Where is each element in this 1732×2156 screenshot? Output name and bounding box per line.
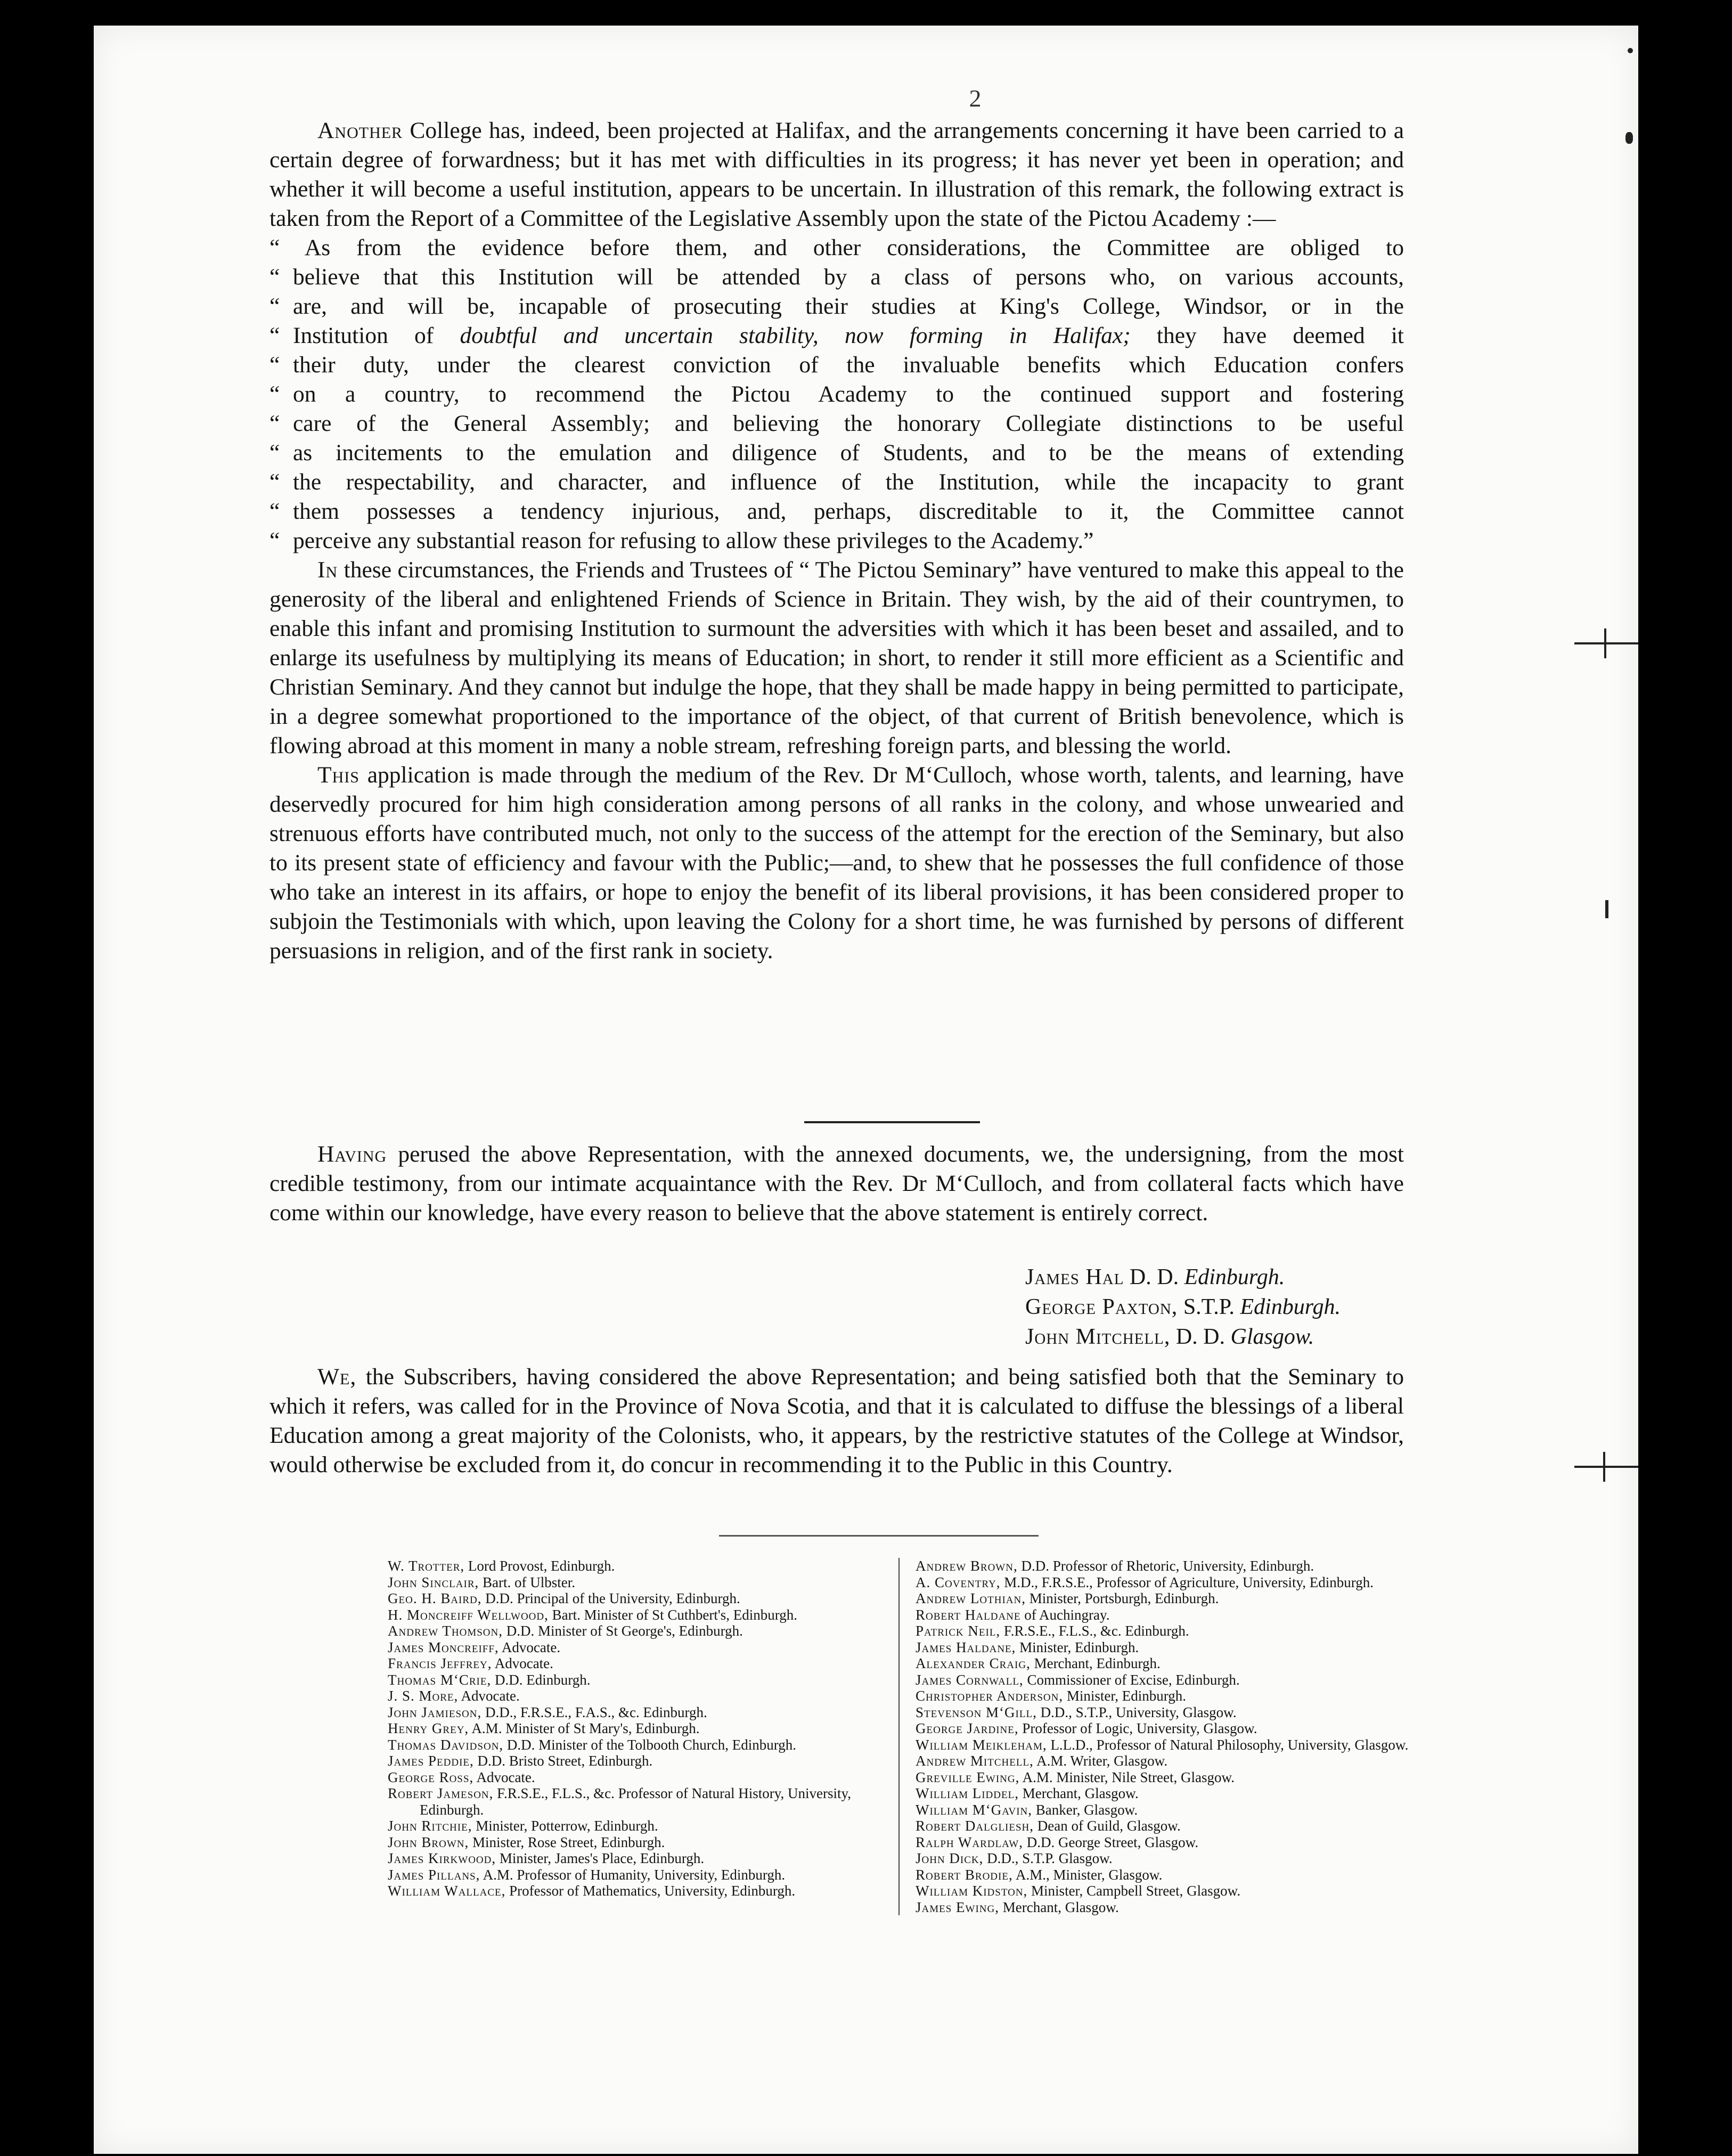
edge-mark: [1603, 1452, 1605, 1482]
subscriber-description: Minister, Campbell Street, Glasgow.: [1027, 1883, 1241, 1899]
subscriber-entry: [916, 1850, 1416, 1867]
subscriber-entry: [916, 1737, 1416, 1753]
subscriber-entry: [388, 1737, 888, 1753]
subscriber-name: Geo. H. Baird,: [388, 1590, 482, 1606]
subscriber-name: James Pillans,: [388, 1866, 480, 1883]
subscription-paragraph: [269, 1362, 1404, 1480]
subscriber-entry: [388, 1785, 888, 1818]
quote-line: “ believe that this Institution will be attended by a class of persons who, on various accounts,: [269, 263, 1404, 292]
subscriber-name: George Ross,: [388, 1769, 474, 1785]
subscriber-description: Advocate.: [499, 1639, 561, 1655]
subscriber-entry: [916, 1818, 1416, 1834]
subscriber-description: Merchant, Edinburgh.: [1030, 1655, 1161, 1671]
subscriber-entry: [916, 1655, 1416, 1672]
subscriber-description: L.L.D., Professor of Natural Philosophy, University, Glasgow.: [1047, 1736, 1409, 1753]
subscriber-description: Commissioner of Excise, Edinburgh.: [1023, 1671, 1240, 1688]
subscriber-description: Advocate.: [473, 1769, 535, 1785]
subscriber-description: Minister, Potterrow, Edinburgh.: [472, 1818, 658, 1834]
subscriber-name: Greville Ewing,: [916, 1769, 1020, 1785]
subscriber-entry: [916, 1607, 1416, 1623]
subscriber-entry: [388, 1558, 888, 1574]
subscriber-entry: [916, 1883, 1416, 1899]
subscriber-name: James Haldane,: [916, 1639, 1016, 1655]
subscriber-description: D.D. Edinburgh.: [491, 1671, 591, 1688]
subscriber-entry: [388, 1850, 888, 1867]
subscriber-description: A.M., Minister, Glasgow.: [1012, 1866, 1163, 1883]
subscriber-description: Minister, James's Place, Edinburgh.: [496, 1850, 705, 1866]
quote-line: “ their duty, under the clearest conviction of the invaluable benefits which Education confers: [269, 350, 1404, 380]
subscriber-description: A.M. Minister, Nile Street, Glasgow.: [1019, 1769, 1235, 1785]
subscriber-name: James Kirkwood,: [388, 1850, 496, 1866]
subscriber-description: Professor of Logic, University, Glasgow.: [1018, 1720, 1257, 1736]
signatory: [1025, 1292, 1451, 1322]
subscription-text: [269, 1362, 1404, 1480]
subscriber-description: Merchant, Glasgow.: [1018, 1785, 1139, 1801]
subscriber-entry: [916, 1899, 1416, 1916]
edge-mark: [1574, 642, 1638, 644]
subscriber-entry: [388, 1704, 888, 1721]
subscriber-name: Thomas M‘Crie,: [388, 1671, 492, 1688]
lead-word: We,: [317, 1364, 357, 1390]
subscriber-description: of Auchingray.: [1020, 1606, 1110, 1623]
subscriber-name: Patrick Neil,: [916, 1623, 1001, 1639]
quote-line-start: Institution of: [293, 323, 434, 348]
signatory-place: Glasgow.: [1230, 1325, 1314, 1349]
signatory-name: John Mitchell,: [1025, 1325, 1171, 1349]
subscriber-description: Bart. of Ulbster.: [479, 1574, 575, 1590]
subscriber-description: Minister, Edinburgh.: [1016, 1639, 1139, 1655]
subscriber-name: William Meikleham,: [916, 1736, 1047, 1753]
endorsement-paragraph: [269, 1140, 1404, 1228]
edge-mark: [1605, 900, 1608, 918]
subscriber-name: Francis Jeffrey,: [388, 1655, 492, 1671]
subscriber-name: William Kidston,: [916, 1883, 1028, 1899]
subscriber-entry: [388, 1623, 888, 1639]
subscriber-entry: [916, 1753, 1416, 1769]
subscriber-name: Alexander Craig,: [916, 1655, 1031, 1671]
subscriber-description: D.D. George Street, Glasgow.: [1023, 1834, 1199, 1850]
subscriber-name: Andrew Lothian,: [916, 1590, 1026, 1606]
signatory: [1025, 1322, 1451, 1352]
signatories: [1025, 1262, 1451, 1352]
committee-quote: [269, 233, 1404, 556]
subscriber-description: A.M. Minister of St Mary's, Edinburgh.: [469, 1720, 700, 1736]
quote-line: “ the respectability, and character, and influence of the Institution, while the incapacity to grant: [269, 468, 1404, 497]
subscriber-description: D.D. Professor of Rhetoric, University, Edinburgh.: [1017, 1558, 1314, 1574]
subscriber-name: Robert Haldane: [916, 1606, 1021, 1623]
edge-mark: [1625, 132, 1633, 144]
subscriber-description: Advocate.: [458, 1688, 520, 1704]
subscriber-entry: [916, 1785, 1416, 1802]
signatory-title: D. D.: [1175, 1325, 1225, 1349]
lead-word: In: [317, 557, 338, 583]
subscriber-name: Henry Grey,: [388, 1720, 469, 1736]
signatory: [1025, 1262, 1451, 1292]
subscriber-name: Thomas Davidson,: [388, 1736, 504, 1753]
signatory-title: S.T.P.: [1183, 1295, 1235, 1319]
edge-mark: [1604, 628, 1606, 658]
subscriber-name: John Dick,: [916, 1850, 984, 1866]
subscriber-description: A.M. Professor of Humanity, University, Edinburgh.: [480, 1866, 786, 1883]
subscriber-name: A. Coventry,: [916, 1574, 1001, 1590]
subscriber-description: D.D. Minister of St George's, Edinburgh.: [503, 1623, 743, 1639]
subscriber-name: William M‘Gavin,: [916, 1801, 1033, 1818]
section-divider: [804, 1121, 980, 1123]
subscriber-description: Minister, Portsburgh, Edinburgh.: [1025, 1590, 1219, 1606]
subscriber-name: John Brown,: [388, 1834, 469, 1850]
paragraph-application: [269, 761, 1404, 966]
paragraph-text: College has, indeed, been projected at Halifax, and the arrangements concerning it have been carried to a certain degree of forwardness; but it has met with difficulties in its progress; it has never yet been in operation; and whether it will become a useful institution, appears to be uncertain. In illustration of this remark, the following extract is taken from the Report of a Committee of the Legislative Assembly upon the state of the Pictou Academy :—: [269, 118, 1404, 231]
subscriber-entry: [388, 1672, 888, 1688]
lead-word: Having: [317, 1141, 387, 1167]
subscriber-description: F.R.S.E., F.L.S., &c. Professor of Natural History, University, Edinburgh.: [420, 1785, 852, 1818]
subscriber-entry: [916, 1558, 1416, 1574]
subscriber-column-left: [388, 1558, 900, 1915]
signatory-title: D. D.: [1129, 1265, 1179, 1289]
body-text: [269, 116, 1404, 966]
signatory-place: Edinburgh.: [1184, 1265, 1285, 1289]
subscriber-description: D.D. Principal of the University, Edinburgh.: [481, 1590, 740, 1606]
page-number: 2: [969, 85, 982, 112]
subscriber-description: Advocate.: [492, 1655, 553, 1671]
subscriber-entry: [916, 1688, 1416, 1704]
subscriber-name: Andrew Thomson,: [388, 1623, 503, 1639]
subscriber-entry: [388, 1867, 888, 1883]
subscriber-name: James Peddie,: [388, 1753, 474, 1769]
edge-mark: [1574, 1466, 1638, 1468]
quote-line: “ are, and will be, incapable of prosecuting their studies at King's College, Windsor, or in the: [269, 292, 1404, 321]
subscriber-entry: [388, 1688, 888, 1704]
subscriber-entry: [916, 1834, 1416, 1851]
subscriber-entry: [916, 1574, 1416, 1591]
subscriber-description: A.M. Writer, Glasgow.: [1033, 1753, 1168, 1769]
subscriber-name: Andrew Mitchell,: [916, 1753, 1034, 1769]
subscriber-description: Dean of Guild, Glasgow.: [1034, 1818, 1181, 1834]
subscriber-list: [388, 1558, 1416, 1915]
subscriber-description: F.R.S.E., F.L.S., &c. Edinburgh.: [1000, 1623, 1189, 1639]
subscriber-entry: [388, 1607, 888, 1623]
subscriber-description: D.D., F.R.S.E., F.A.S., &c. Edinburgh.: [481, 1704, 707, 1720]
subscriber-description: Minister, Edinburgh.: [1063, 1688, 1187, 1704]
signatory-name: James Hal: [1025, 1265, 1124, 1289]
subscriber-entry: [916, 1867, 1416, 1883]
subscriber-entry: [916, 1704, 1416, 1721]
subscriber-description: D.D. Minister of the Tolbooth Church, Edinburgh.: [503, 1736, 796, 1753]
subscriber-column-right: [900, 1558, 1416, 1915]
paragraph-text: these circumstances, the Friends and Trustees of “ The Pictou Seminary” have ventured to make this appeal to the generosity of the liberal and enlightened Friends of Science in Britain. They wish, by the aid of their countrymen, to enable this infant and promising Institution to surmount the adversities with which it has been beset and assailed, and to enlarge its usefulness by multiplying its means of Education; in short, to render it still more efficient as a Scientific and Christian Seminary. And they cannot but indulge the hope, that they shall be made happy in being permitted to participate, in a degree somewhat proportioned to the importance of the object, of that current of British benevolence, which is flowing abroad at this moment in many a noble stream, refreshing foreign parts, and blessing the world.: [269, 557, 1404, 758]
paragraph-college-halifax: [269, 116, 1404, 233]
subscriber-entry: [388, 1639, 888, 1656]
subscriber-name: James Ewing,: [916, 1899, 999, 1915]
quote-line: “ care of the General Assembly; and believing the honorary Collegiate distinctions to be useful: [269, 409, 1404, 438]
subscriber-entry: [388, 1883, 888, 1899]
quote-line-end: they have deemed it: [1130, 323, 1404, 348]
quote-italic-phrase: doubtful and uncertain stability, now forming in Halifax;: [460, 323, 1131, 348]
subscriber-entry: [388, 1655, 888, 1672]
signatory-place: Edinburgh.: [1240, 1295, 1341, 1319]
subscriber-description: Minister, Rose Street, Edinburgh.: [469, 1834, 665, 1850]
subscriber-name: John Ritchie,: [388, 1818, 472, 1834]
paragraph-text: perused the above Representation, with the annexed documents, we, the undersigning, from the most credible testimony, from our intimate acquaintance with the Rev. Dr M‘Culloch, and from collateral facts which have come within our knowledge, have every reason to believe that the above statement is entirely correct.: [269, 1141, 1404, 1226]
signatory-name: George Paxton,: [1025, 1295, 1178, 1319]
subscriber-entry: [916, 1672, 1416, 1688]
subscriber-entry: [388, 1769, 888, 1786]
subscriber-name: W. Trotter,: [388, 1558, 465, 1574]
subscriber-name: James Cornwall,: [916, 1671, 1024, 1688]
subscriber-name: Ralph Wardlaw,: [916, 1834, 1023, 1850]
subscriber-entry: [916, 1720, 1416, 1737]
subscriber-name: J. S. More,: [388, 1688, 459, 1704]
lead-word: Another: [317, 118, 403, 143]
subscriber-name: John Sinclair,: [388, 1574, 479, 1590]
subscriber-name: William Liddel,: [916, 1785, 1019, 1801]
subscriber-name: Robert Jameson,: [388, 1785, 494, 1801]
subscriber-description: D.D., S.T.P., University, Glasgow.: [1036, 1704, 1237, 1720]
subscriber-name: William Wallace,: [388, 1883, 506, 1899]
subscriber-description: D.D. Bristo Street, Edinburgh.: [473, 1753, 653, 1769]
subscriber-name: H. Moncreiff Wellwood,: [388, 1606, 549, 1623]
subscriber-description: Merchant, Glasgow.: [999, 1899, 1119, 1915]
subscriber-entry: [916, 1590, 1416, 1607]
subscriber-entry: [388, 1574, 888, 1591]
subscriber-entry: [388, 1818, 888, 1834]
subscriber-name: Christopher Anderson,: [916, 1688, 1064, 1704]
subscriber-entry: [388, 1720, 888, 1737]
subscriber-entry: [388, 1753, 888, 1769]
subscriber-description: D.D., S.T.P. Glasgow.: [983, 1850, 1113, 1866]
quote-line: “ As from the evidence before them, and other considerations, the Committee are obliged to: [269, 235, 1404, 260]
subscriber-description: Professor of Mathematics, University, Edinburgh.: [505, 1883, 796, 1899]
quote-line: “ them possesses a tendency injurious, and, perhaps, discreditable to it, the Committee cannot: [269, 497, 1404, 526]
subscriber-name: Robert Dalgliesh,: [916, 1818, 1034, 1834]
endorsement-text: [269, 1140, 1404, 1228]
subscriber-description: Lord Provost, Edinburgh.: [464, 1558, 615, 1574]
subscriber-name: Stevenson M‘Gill,: [916, 1704, 1037, 1720]
subscriber-name: James Moncreiff,: [388, 1639, 499, 1655]
paragraph-text: the Subscribers, having considered the above Representation; and being satisfied both that the Seminary to which it refers, was called for in the Province of Nova Scotia, and that it is calculated to diffuse the blessings of a liberal Education among a great majority of the Colonists, who, it appears, by the restrictive statutes of the College at Windsor, would otherwise be excluded from it, do concur in recommending it to the Public in this Country.: [269, 1364, 1404, 1477]
quote-line: “ perceive any substantial reason for refusing to allow these privileges to the Academy.”: [269, 526, 1404, 556]
subscriber-entry: [916, 1769, 1416, 1786]
subscriber-entry: [916, 1639, 1416, 1656]
subscriber-name: George Jardine,: [916, 1720, 1019, 1736]
lead-word: This: [317, 762, 360, 788]
quote-line: “ on a country, to recommend the Pictou Academy to the continued support and fostering: [269, 380, 1404, 409]
subscriber-name: Andrew Brown,: [916, 1558, 1018, 1574]
section-divider: [719, 1535, 1039, 1537]
quote-line-italic: [269, 321, 1404, 350]
quote-line: “ as incitements to the emulation and diligence of Students, and to be the means of extending: [269, 438, 1404, 468]
subscriber-entry: [916, 1802, 1416, 1818]
subscriber-name: John Jamieson,: [388, 1704, 482, 1720]
paragraph-text: application is made through the medium of the Rev. Dr M‘Culloch, whose worth, talents, and learning, have deservedly procured for him high consideration among persons of all ranks in the colony, and whose unwearied and strenuous efforts have contributed much, not only to the success of the attempt for the erection of the Seminary, but also to its present state of efficiency and favour with the Public;—and, to shew that he possesses the full confidence of those who take an interest in its affairs, or hope to enjoy the benefit of its liberal provisions, it has been considered proper to subjoin the Testimonials with which, upon leaving the Colony for a short time, he was furnished by persons of different persuasions in religion, and of the first rank in society.: [269, 762, 1404, 963]
edge-mark: [1628, 48, 1633, 53]
subscriber-description: Banker, Glasgow.: [1032, 1801, 1138, 1818]
subscriber-entry: [916, 1623, 1416, 1639]
subscriber-entry: [388, 1590, 888, 1607]
subscriber-description: M.D., F.R.S.E., Professor of Agriculture, University, Edinburgh.: [1000, 1574, 1374, 1590]
paragraph-circumstances: [269, 556, 1404, 761]
subscriber-entry: [388, 1834, 888, 1851]
subscriber-name: Robert Brodie,: [916, 1866, 1013, 1883]
subscriber-description: Bart. Minister of St Cuthbert's, Edinburgh.: [548, 1606, 797, 1623]
